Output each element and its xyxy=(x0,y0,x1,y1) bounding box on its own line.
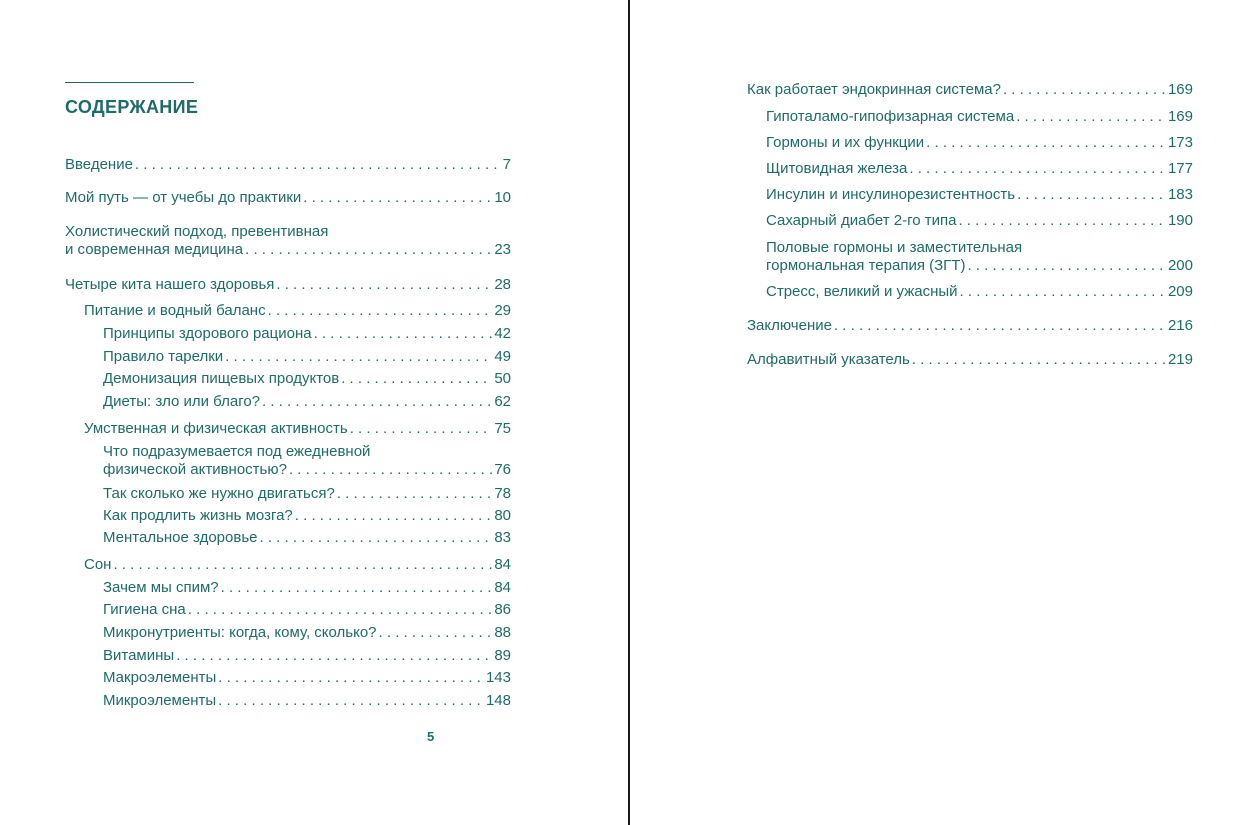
dot-leader xyxy=(834,317,1166,335)
toc-entry[interactable] xyxy=(103,669,511,687)
book-spine-divider xyxy=(628,0,630,825)
dot-leader xyxy=(276,276,492,294)
toc-entry-page: 148 xyxy=(485,692,511,709)
toc-entry[interactable] xyxy=(766,108,1193,126)
toc-entry-title: Алфавитный указатель xyxy=(747,351,910,368)
toc-entry-page: 80 xyxy=(494,507,511,524)
dot-leader xyxy=(967,257,1166,275)
toc-entry[interactable] xyxy=(84,302,511,320)
toc-entry-page: 183 xyxy=(1167,186,1193,203)
dot-leader xyxy=(245,241,492,259)
toc-entry-page: 216 xyxy=(1167,317,1193,334)
toc-entry[interactable] xyxy=(65,189,511,207)
toc-entry-title: Демонизация пищевых продуктов xyxy=(103,370,340,387)
toc-entry[interactable] xyxy=(84,420,511,438)
toc-entry[interactable] xyxy=(103,393,511,411)
toc-entry-page: 86 xyxy=(494,601,511,618)
dot-leader xyxy=(268,302,493,320)
toc-entry-title: Инсулин и инсулинорезистентность xyxy=(766,186,1016,203)
toc-entry[interactable] xyxy=(766,134,1193,152)
toc-entry-page: 190 xyxy=(1167,212,1193,229)
toc-entry-page: 84 xyxy=(494,579,511,596)
toc-entry[interactable] xyxy=(766,283,1193,301)
toc-entry-page: 177 xyxy=(1167,160,1193,177)
toc-entry[interactable] xyxy=(103,507,511,525)
toc-entry-title: Правило тарелки xyxy=(103,348,224,365)
toc-entry-title-line1: Половые гормоны и заместительная xyxy=(766,239,1023,256)
toc-entry-title: Гормоны и их функции xyxy=(766,134,925,151)
toc-entry-title-line1: Холистический подход, превентивная xyxy=(65,223,329,240)
toc-entry[interactable] xyxy=(103,370,511,388)
toc-entry-title: Сон xyxy=(84,556,112,573)
right-page xyxy=(631,0,1259,825)
toc-entry-title: Принципы здорового рациона xyxy=(103,325,312,342)
toc-entry-title: Как продлить жизнь мозга? xyxy=(103,507,293,524)
toc-entry[interactable] xyxy=(103,443,511,479)
toc-entry-title: Ментальное здоровье xyxy=(103,529,258,546)
dot-leader xyxy=(260,529,493,547)
toc-entry-page: 173 xyxy=(1167,134,1193,151)
toc-entry[interactable] xyxy=(103,579,511,597)
toc-entry-title: Введение xyxy=(65,156,133,173)
toc-entry-title: и современная медицина xyxy=(65,241,244,258)
toc-entry[interactable] xyxy=(103,692,511,710)
toc-entry-title: Щитовидная железа xyxy=(766,160,908,177)
toc-entry-page: 200 xyxy=(1167,257,1193,274)
toc-entry-title: Микронутриенты: когда, кому, сколько? xyxy=(103,624,377,641)
dot-leader xyxy=(341,370,492,388)
dot-leader xyxy=(314,325,493,343)
toc-entry-page: 169 xyxy=(1167,81,1193,98)
toc-entry-title: Гипоталамо-гипофизарная система xyxy=(766,108,1015,125)
toc-entry[interactable] xyxy=(103,624,511,642)
toc-entry-page: 219 xyxy=(1167,351,1193,368)
toc-entry-page: 78 xyxy=(494,485,511,502)
toc-entry-page: 209 xyxy=(1167,283,1193,300)
dot-leader xyxy=(188,601,493,619)
toc-entry[interactable] xyxy=(766,239,1193,275)
toc-entry-page: 76 xyxy=(494,461,511,478)
toc-entry-page: 62 xyxy=(494,393,511,410)
toc-entry[interactable] xyxy=(766,212,1193,230)
dot-leader xyxy=(218,669,484,687)
toc-entry-title: Сахарный диабет 2-го типа xyxy=(766,212,957,229)
dot-leader xyxy=(958,212,1166,230)
toc-entry-title: Микроэлементы xyxy=(103,692,217,709)
toc-entry-title: Умственная и физическая активность xyxy=(84,420,348,437)
dot-leader xyxy=(221,579,493,597)
dot-leader xyxy=(350,420,493,438)
toc-entry-title: Витамины xyxy=(103,647,175,664)
toc-entry[interactable] xyxy=(103,348,511,366)
toc-entry-title: Как работает эндокринная система? xyxy=(747,81,1001,98)
dot-leader xyxy=(295,507,493,525)
toc-entry-title: Диеты: зло или благо? xyxy=(103,393,261,410)
toc-entry-title: Зачем мы спим? xyxy=(103,579,219,596)
dot-leader xyxy=(113,556,492,574)
toc-entry[interactable] xyxy=(103,325,511,343)
toc-entry[interactable] xyxy=(65,156,511,174)
toc-entry-page: 143 xyxy=(485,669,511,686)
dot-leader xyxy=(926,134,1166,152)
dot-leader xyxy=(262,393,492,411)
toc-entry[interactable] xyxy=(65,223,511,259)
page-number: 5 xyxy=(427,729,435,744)
toc-entry[interactable] xyxy=(103,485,511,503)
toc-entry-title: Заключение xyxy=(747,317,832,334)
toc-entry-title: Питание и водный баланс xyxy=(84,302,266,319)
dot-leader xyxy=(218,692,484,710)
toc-entry[interactable] xyxy=(103,529,511,547)
dot-leader xyxy=(909,160,1166,178)
left-page xyxy=(0,0,628,825)
dot-leader xyxy=(1016,108,1166,126)
toc-entry-page: 88 xyxy=(494,624,511,641)
toc-entry[interactable] xyxy=(747,351,1193,369)
dot-leader xyxy=(337,485,492,503)
title-rule xyxy=(65,82,194,83)
toc-entry-title: гормональная терапия (ЗГТ) xyxy=(766,257,966,274)
toc-entry[interactable] xyxy=(84,556,511,574)
toc-entry-title: Макроэлементы xyxy=(103,669,217,686)
toc-entry-page: 50 xyxy=(494,370,511,387)
toc-entry[interactable] xyxy=(747,81,1193,99)
toc-entry-page: 84 xyxy=(494,556,511,573)
toc-entry-page: 10 xyxy=(494,189,511,206)
dot-leader xyxy=(135,156,501,174)
toc-entry[interactable] xyxy=(103,647,511,665)
toc-entry-page: 169 xyxy=(1167,108,1193,125)
toc-entry-page: 75 xyxy=(494,420,511,437)
dot-leader xyxy=(912,351,1166,369)
toc-entry[interactable] xyxy=(766,186,1193,204)
dot-leader xyxy=(1017,186,1166,204)
toc-entry-title: Так сколько же нужно двигаться? xyxy=(103,485,335,502)
toc-entry[interactable] xyxy=(103,601,511,619)
toc-entry-title: Мой путь — от учебы до практики xyxy=(65,189,302,206)
dot-leader xyxy=(303,189,492,207)
dot-leader xyxy=(960,283,1166,301)
toc-entry-title-line1: Что подразумевается под ежедневной xyxy=(103,443,371,460)
toc-entry-page: 7 xyxy=(502,156,511,173)
toc-entry-title: Стресс, великий и ужасный xyxy=(766,283,958,300)
toc-entry[interactable] xyxy=(766,160,1193,178)
toc-entry-title: физической активностью? xyxy=(103,461,287,478)
toc-entry-title: Гигиена сна xyxy=(103,601,186,618)
dot-leader xyxy=(176,647,492,665)
toc-entry-page: 49 xyxy=(494,348,511,365)
toc-entry-title: Четыре кита нашего здоровья xyxy=(65,276,275,293)
toc-entry-page: 83 xyxy=(494,529,511,546)
toc-entry-page: 23 xyxy=(494,241,511,258)
toc-entry[interactable] xyxy=(747,317,1193,335)
toc-entry-page: 29 xyxy=(494,302,511,319)
dot-leader xyxy=(1003,81,1166,99)
toc-entry-page: 28 xyxy=(494,276,511,293)
toc-entry-page: 89 xyxy=(494,647,511,664)
dot-leader xyxy=(379,624,493,642)
dot-leader xyxy=(289,461,492,479)
toc-entry[interactable] xyxy=(65,276,511,294)
page-title: СОДЕРЖАНИЕ xyxy=(65,97,199,117)
dot-leader xyxy=(225,348,492,366)
toc-entry-page: 42 xyxy=(494,325,511,342)
